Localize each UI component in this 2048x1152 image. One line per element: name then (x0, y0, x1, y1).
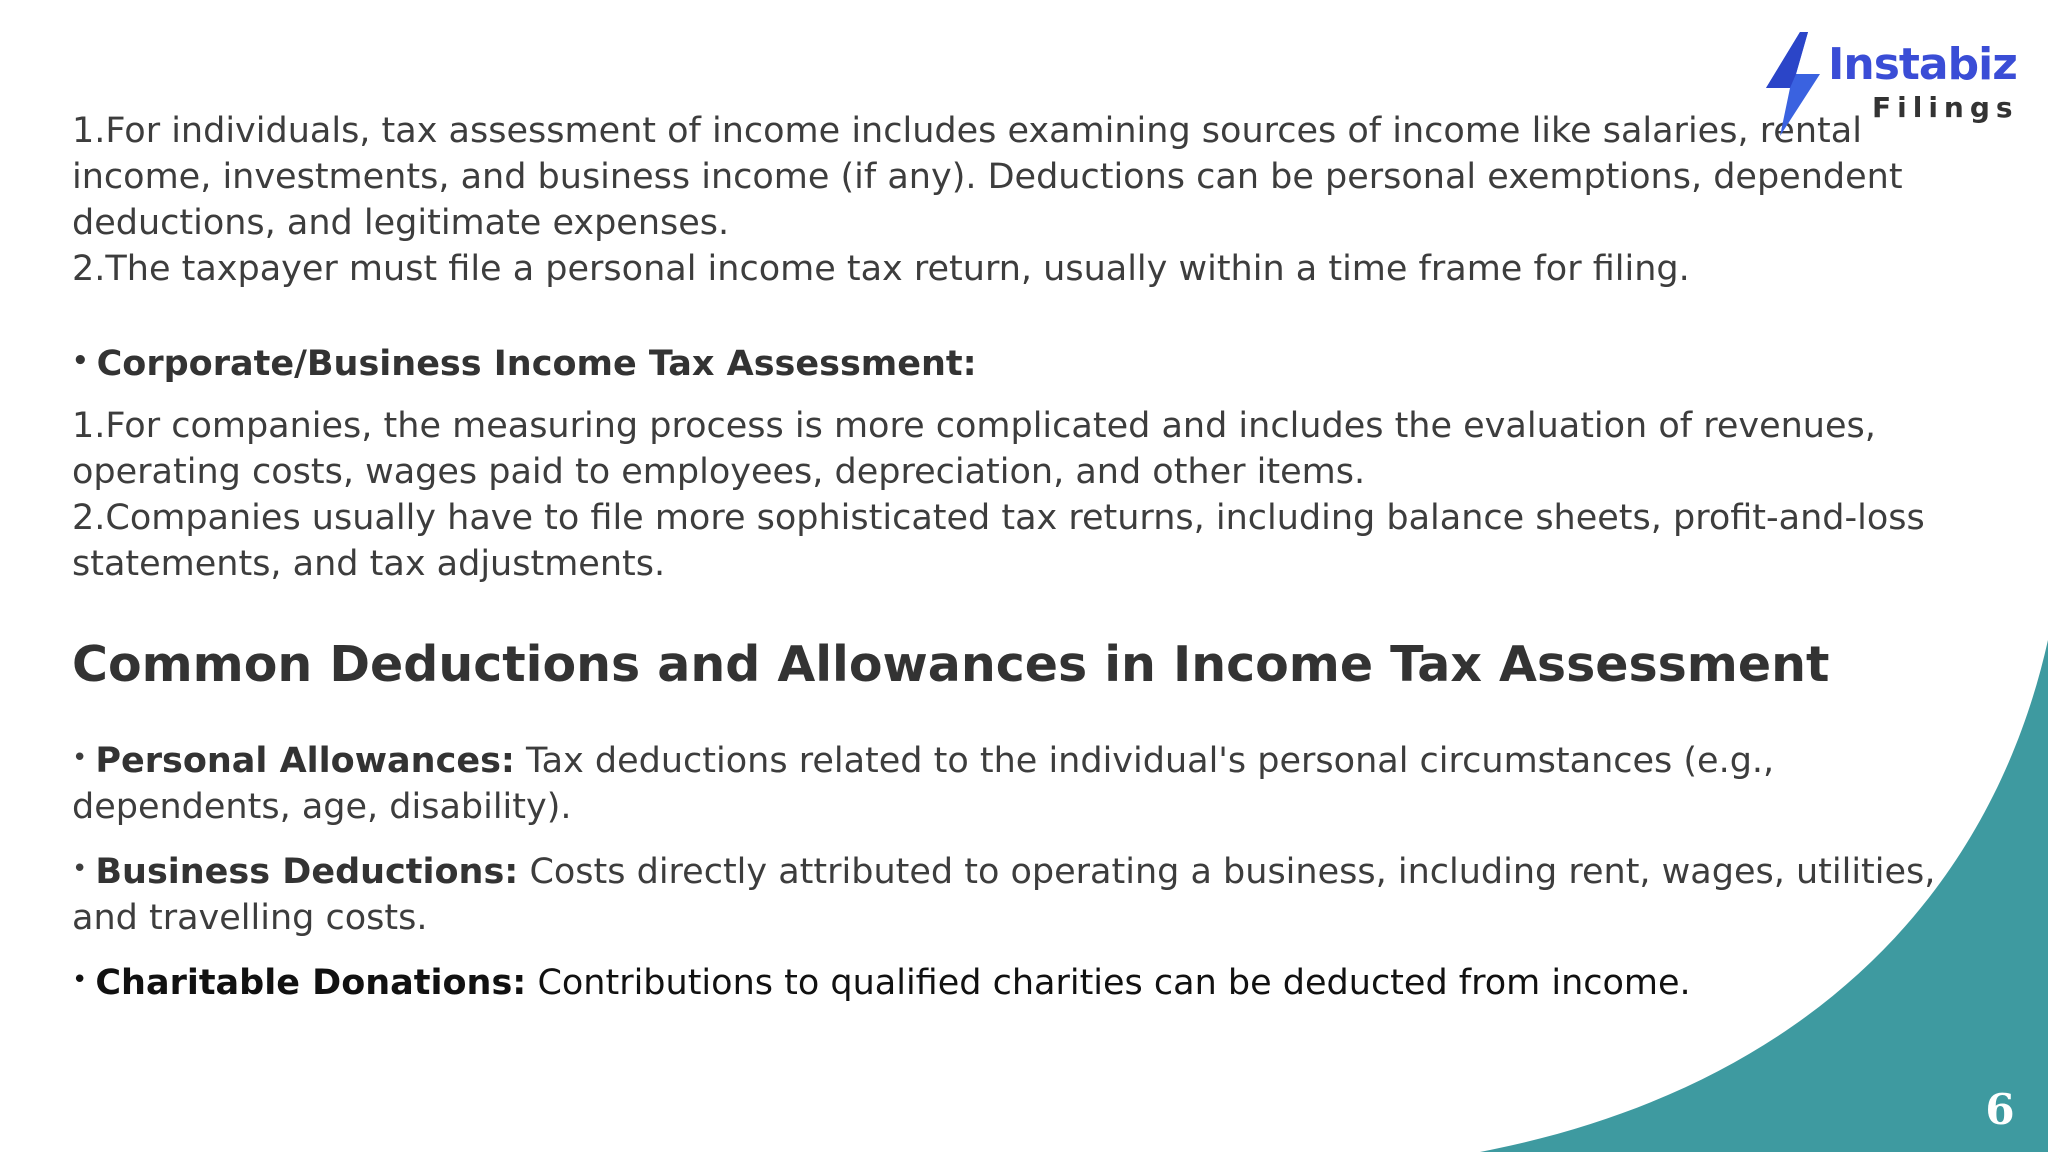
corporate-line-2: operating costs, wages paid to employees, depreciation, and other items. (72, 452, 1366, 492)
bullet-dot-icon: • (72, 965, 88, 995)
bullet-dot-icon: • (72, 346, 89, 376)
corporate-heading: • Corporate/Business Income Tax Assessment: (72, 338, 1992, 387)
deductions-title: Common Deductions and Allowances in Income Tax Assessment (72, 636, 1830, 693)
individual-line-3: deductions, and legitimate expenses. (72, 203, 730, 243)
corporate-section (72, 403, 1992, 587)
individual-section (72, 108, 1992, 292)
bullet-charitable-donations: • Charitable Donations: Contributions to qualified charities can be deducted from income. (72, 957, 1992, 1006)
deductions-list (72, 735, 1992, 1006)
corporate-line-3: 2.Companies usually have to file more sophisticated tax returns, including balance sheets, profit-and-loss (72, 498, 1925, 538)
corporate-line-1: 1.For companies, the measuring process is more complicated and includes the evaluation of revenues, (72, 406, 1876, 446)
individual-line-2: income, investments, and business income (if any). Deductions can be personal exemptions, dependent (72, 157, 1903, 197)
corporate-line-4: statements, and tax adjustments. (72, 544, 666, 584)
bullet-dot-icon: • (72, 854, 88, 884)
individual-line-1: 1.For individuals, tax assessment of income includes examining sources of income like salaries, rental (72, 111, 1862, 151)
instabiz-logo (1760, 30, 2020, 140)
page-number: 6 (1985, 1085, 2015, 1134)
logo-subtitle: Filings (1872, 91, 2019, 124)
bullet-personal-allowances: • Personal Allowances: Tax deductions related to the individual's personal circumstances (e.g., (72, 735, 1992, 784)
individual-line-4: 2.The taxpayer must file a personal income tax return, usually within a time frame for filing. (72, 249, 1690, 289)
logo-name: Instabiz (1828, 39, 2017, 90)
bullet-dot-icon: • (72, 743, 88, 773)
slide-content (72, 108, 1992, 1006)
bullet-business-deductions: • Business Deductions: Costs directly attributed to operating a business, including rent, wages, utilities, (72, 846, 1992, 895)
lightning-bolt-icon (1760, 30, 1824, 138)
bullet-business-deductions-cont: and travelling costs. (72, 898, 428, 938)
bullet-personal-allowances-cont: dependents, age, disability). (72, 787, 572, 827)
